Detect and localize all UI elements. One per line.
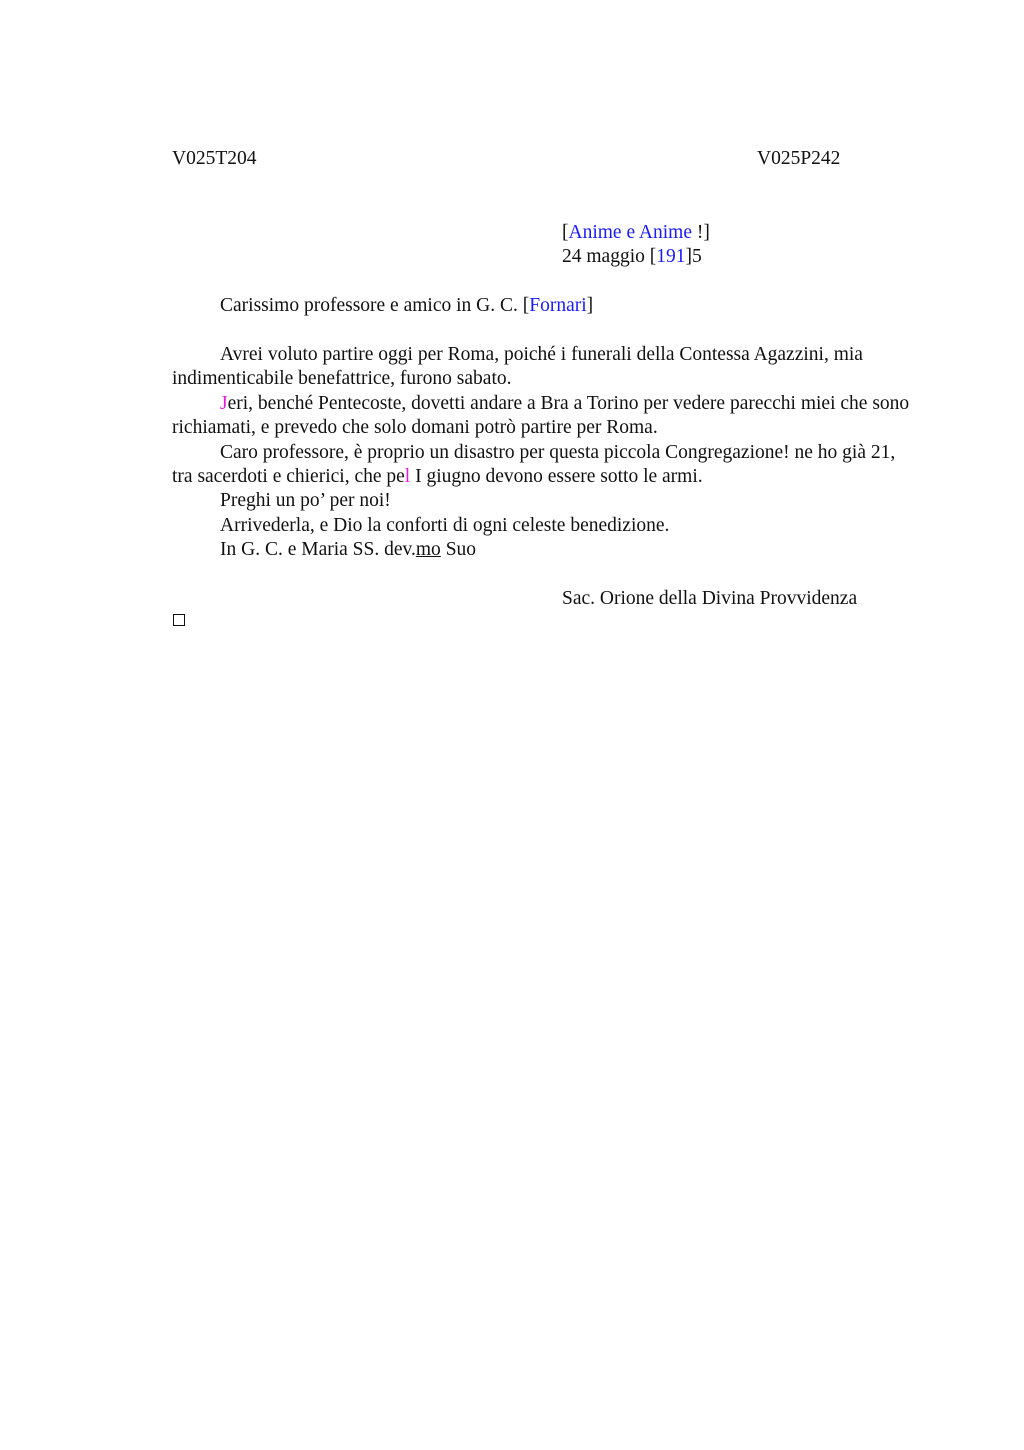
- motto-text: Anime e Anime: [568, 222, 692, 243]
- closing-abbrev: mo: [415, 539, 441, 561]
- closing-line: [172, 538, 912, 562]
- motto-close-bracket: !]: [691, 222, 710, 243]
- date-suffix: ]5: [685, 246, 702, 267]
- closing-text-a: In G. C. e Maria SS. dev.: [220, 539, 416, 561]
- salutation-text: Carissimo professore e amico in G. C. [: [220, 295, 530, 316]
- motto-line: [562, 221, 710, 245]
- paragraph-5: Arrivederla, e Dio la conforti di ogni celeste benedizione.: [220, 514, 670, 536]
- motto-open-bracket: [: [562, 222, 569, 243]
- date-prefix: 24 maggio [: [562, 246, 657, 267]
- closing-text-b: Suo: [440, 539, 477, 561]
- paragraph-3-text-b: I giugno devono essere sotto le armi.: [410, 466, 703, 488]
- paragraph-2: [172, 392, 912, 441]
- paragraph-3-text-a: Caro professore, è proprio un disastro per questa piccola Congregazione! ne ho già 21, tra sacerdoti e chierici, che pe: [172, 441, 896, 488]
- letter-body: [172, 343, 912, 563]
- recipient-name: Fornari: [529, 295, 587, 316]
- paragraph-3: [172, 441, 912, 490]
- document-code-right: V025P242: [757, 148, 841, 169]
- document-code-left: V025T204: [172, 148, 257, 169]
- paragraph-3-mark: l: [404, 466, 411, 488]
- salutation-close: ]: [586, 295, 594, 316]
- paragraph-4: Preghi un po’ per noi!: [220, 490, 391, 512]
- paragraph-1: Avrei voluto partire oggi per Roma, poiché i funerali della Contessa Agazzini, mia indimenticabile benefattrice, furono sabato.: [172, 344, 863, 390]
- date-year-editorial: 191: [656, 246, 686, 267]
- salutation: [220, 294, 593, 318]
- letter-date: [562, 245, 702, 269]
- paragraph-2-text: eri, benché Pentecoste, dovetti andare a Bra a Torino per vedere parecchi miei che sono richiamati, e prevedo che solo domani potrò partire per Roma.: [172, 392, 910, 439]
- end-box-icon: [173, 614, 185, 626]
- signature: Sac. Orione della Divina Provvidenza: [562, 588, 858, 609]
- paragraph-2-initial: J: [220, 392, 228, 414]
